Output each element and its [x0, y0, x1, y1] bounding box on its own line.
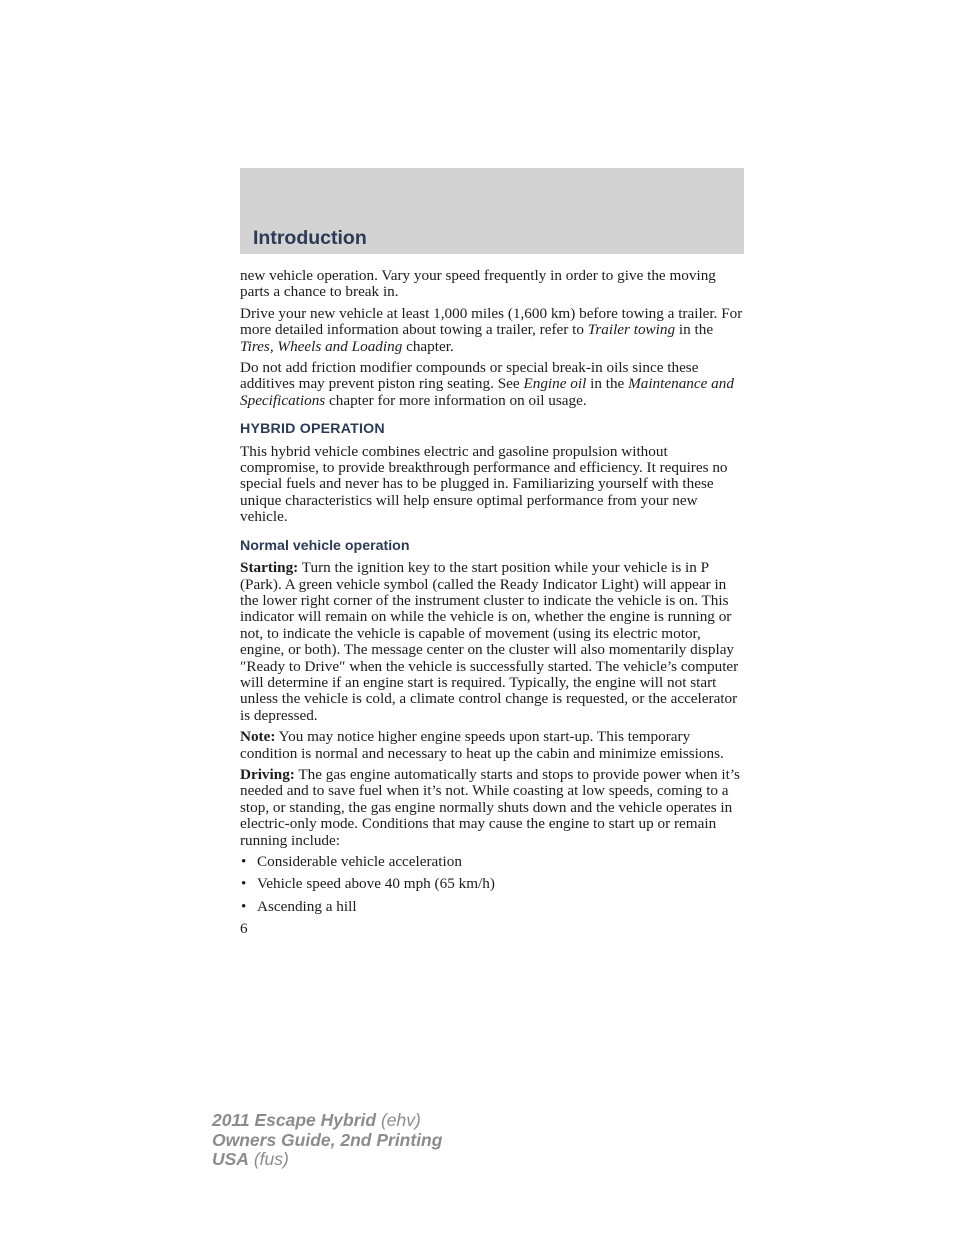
bullet-icon: •	[241, 897, 247, 915]
engine-start-conditions-list	[240, 854, 746, 915]
bullet-icon: •	[241, 875, 247, 893]
footer-model-code: (ehv)	[376, 1110, 421, 1130]
list-item-text: Ascending a hill	[257, 897, 357, 915]
intro-paragraph-1: new vehicle operation. Vary your speed frequently in order to give the moving parts a chance to break in.	[240, 267, 716, 301]
starting-text: Turn the ignition key to the start position while your vehicle is in P (Park). A green vehicle symbol (called the Ready Indicator Light) will appear in the lower right corner of the instrument cluster to indicate the vehicle is on. This indicator will remain on while the vehicle is on, whether the engine is running or not, to indicate the vehicle is capable of movement (using its electric motor, engine, or both). The message center on the cluster will also momentarily display ″Ready to Drive″ when the vehicle is successfully started. The vehicle’s computer will determine if an engine start is required. Typically, the engine will not start unless the vehicle is cold, a climate control change is requested, or the accelerator is depressed.	[240, 559, 739, 724]
subheading-normal-vehicle-operation: Normal vehicle operation	[240, 537, 410, 554]
note-paragraph	[240, 729, 746, 762]
list-item-text: Considerable vehicle acceleration	[257, 853, 462, 870]
footer-guide-edition: Owners Guide, 2nd Printing	[212, 1129, 443, 1150]
chapter-title: Introduction	[253, 227, 367, 249]
footer-model: 2011 Escape Hybrid	[212, 1110, 377, 1130]
footer-line-2	[212, 1131, 442, 1151]
intro-p2-text-b: in the	[675, 321, 714, 339]
document-footer	[212, 1111, 442, 1170]
footer-market-code: (fus)	[248, 1149, 289, 1169]
driving-text: The gas engine automatically starts and stops to provide power when it’s needed and to save fuel when it’s not. While coasting at low speeds, coming to a stop, or standing, the gas engine normally shuts down and the vehicle operates in electric-only mode. Conditions that may cause the engine to start up or remain running include:	[240, 765, 740, 849]
hybrid-paragraph: This hybrid vehicle combines electric and gasoline propulsion without compromise, to provide breakthrough performance and efficiency. It requires no special fuels and never has to be plugged in. Familiarizing yourself with these unique characteristics will help ensure optimal performance from your new vehicle.	[240, 442, 728, 526]
page-content	[240, 268, 746, 938]
footer-line-3	[212, 1150, 442, 1170]
intro-p2-text-a: Drive your new vehicle at least 1,000 miles (1,600 km) before towing a trailer. For more detailed information about towing a trailer, refer to	[240, 304, 743, 339]
intro-p3-text-c: chapter for more information on oil usage.	[325, 391, 587, 409]
intro-p3-text-b: in the	[586, 375, 629, 393]
footer-market: USA	[212, 1149, 249, 1169]
maintenance-specifications-reference: Maintenance and Specifications	[240, 375, 734, 409]
list-item	[240, 899, 746, 915]
engine-oil-reference: Engine oil	[523, 375, 587, 393]
intro-p3-text-a: Do not add friction modifier compounds or special break-in oils since these additives may prevent piston ring seating. See	[240, 359, 699, 393]
driving-label: Driving:	[240, 765, 295, 783]
list-item	[240, 876, 746, 892]
section-heading-hybrid-operation: HYBRID OPERATION	[240, 421, 385, 438]
footer-line-1	[212, 1111, 442, 1131]
starting-label: Starting:	[240, 559, 299, 577]
list-item-text: Vehicle speed above 40 mph (65 km/h)	[257, 875, 495, 893]
starting-paragraph	[240, 560, 746, 724]
intro-paragraph-3	[240, 360, 746, 409]
intro-paragraph-2	[240, 306, 746, 355]
trailer-towing-reference: Trailer towing	[587, 321, 676, 339]
intro-p2-text-c: chapter.	[402, 337, 454, 355]
tires-wheels-loading-reference: Tires, Wheels and Loading	[240, 337, 403, 355]
list-item	[240, 854, 746, 870]
note-label: Note:	[240, 728, 276, 746]
note-text: You may notice higher engine speeds upon start-up. This temporary condition is normal and necessary to heat up the cabin and minimize emissions.	[240, 728, 724, 762]
page-number: 6	[240, 920, 248, 938]
chapter-header-band	[240, 168, 744, 254]
bullet-icon: •	[241, 853, 247, 870]
driving-paragraph	[240, 767, 746, 849]
